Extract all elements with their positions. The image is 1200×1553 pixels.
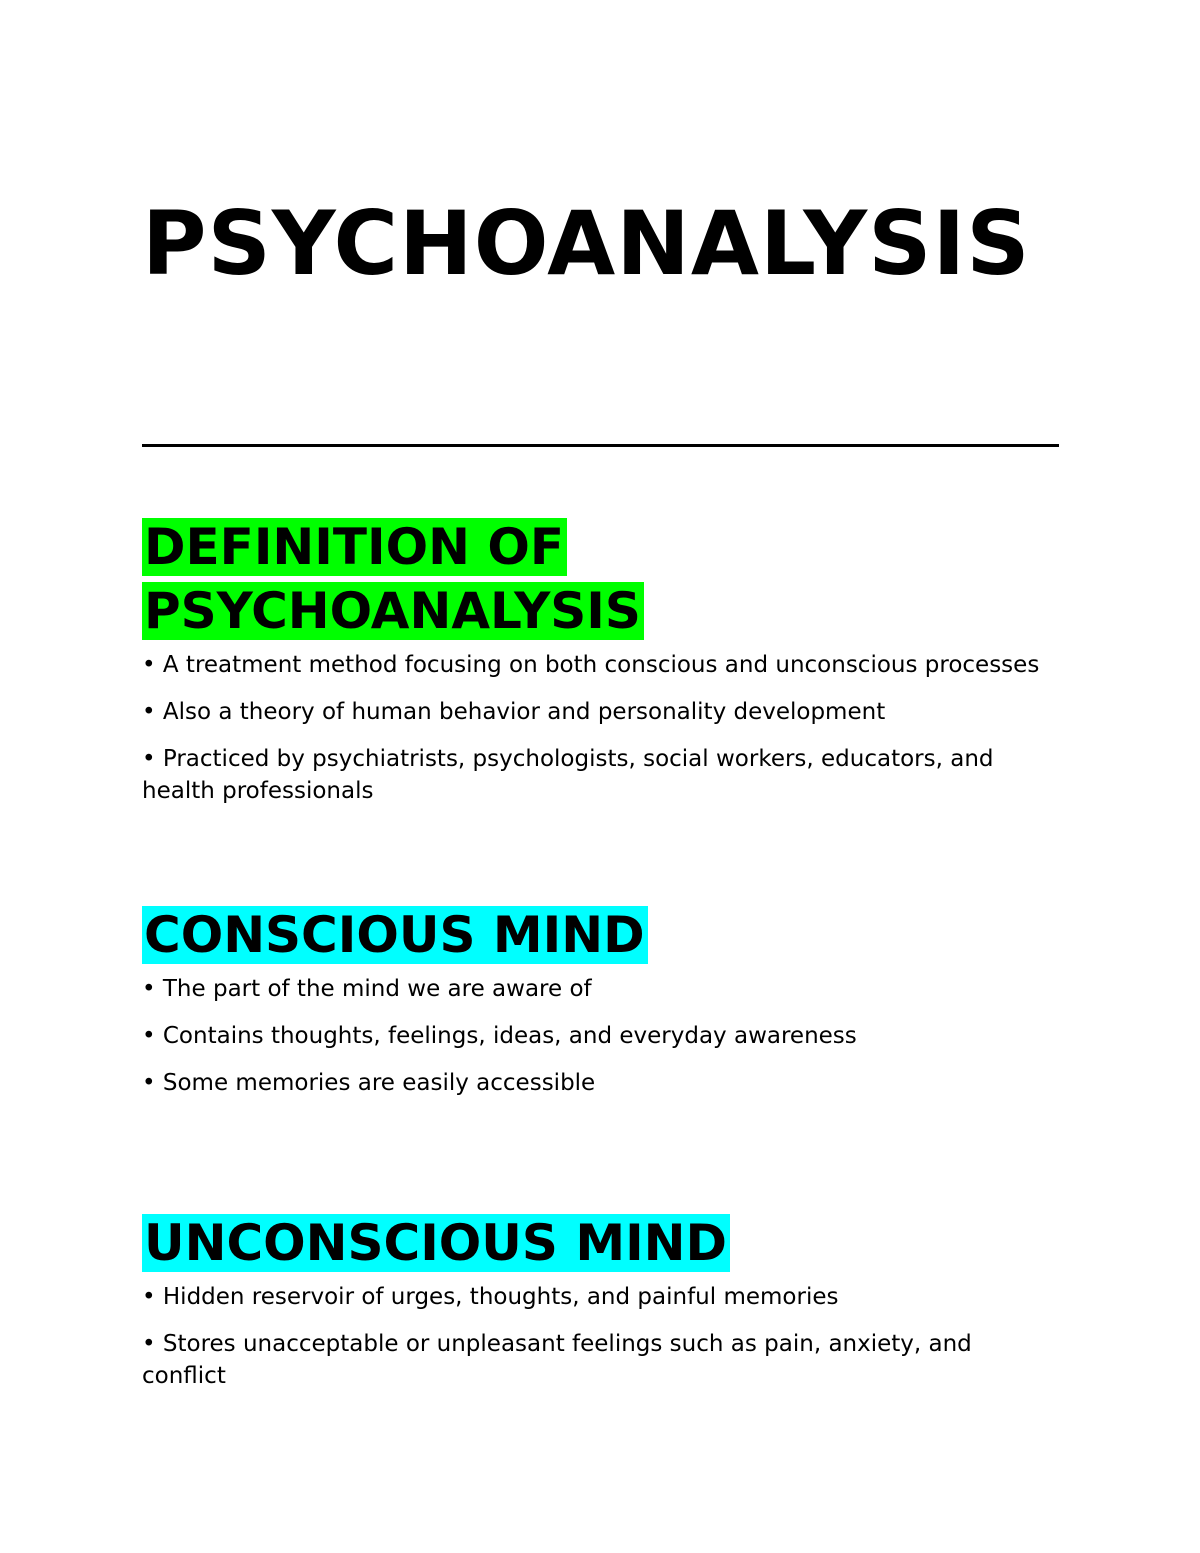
- title-divider: [142, 444, 1059, 447]
- bullet-item: • Stores unacceptable or unpleasant feelings such as pain, anxiety, and conflict: [142, 1331, 972, 1389]
- bullet-list: [142, 973, 1042, 1099]
- section-heading: [142, 1211, 1042, 1275]
- section-heading-text: UNCONSCIOUS MIND: [142, 1214, 730, 1272]
- bullet-item: • A treatment method focusing on both conscious and unconscious processes: [142, 652, 1040, 678]
- bullet-item: • Hidden reservoir of urges, thoughts, and painful memories: [142, 1284, 839, 1310]
- section-heading: [142, 903, 1042, 967]
- bullet-item: • Some memories are easily accessible: [142, 1070, 596, 1096]
- section-heading: [142, 515, 1042, 643]
- section-definition: [142, 515, 1042, 822]
- bullet-list: [142, 649, 1042, 807]
- section-heading-text: DEFINITION OF PSYCHOANALYSIS: [142, 518, 644, 640]
- bullet-item: • The part of the mind we are aware of: [142, 976, 592, 1002]
- bullet-list: [142, 1281, 1042, 1392]
- bullet-item: • Practiced by psychiatrists, psychologists, social workers, educators, and health professionals: [142, 746, 994, 804]
- bullet-item: • Also a theory of human behavior and personality development: [142, 699, 886, 725]
- section-unconscious-mind: [142, 1211, 1042, 1407]
- bullet-item: • Contains thoughts, feelings, ideas, and everyday awareness: [142, 1023, 857, 1049]
- section-heading-text: CONSCIOUS MIND: [142, 906, 648, 964]
- document-title: PSYCHOANALYSIS: [142, 192, 1031, 295]
- section-conscious-mind: [142, 903, 1042, 1114]
